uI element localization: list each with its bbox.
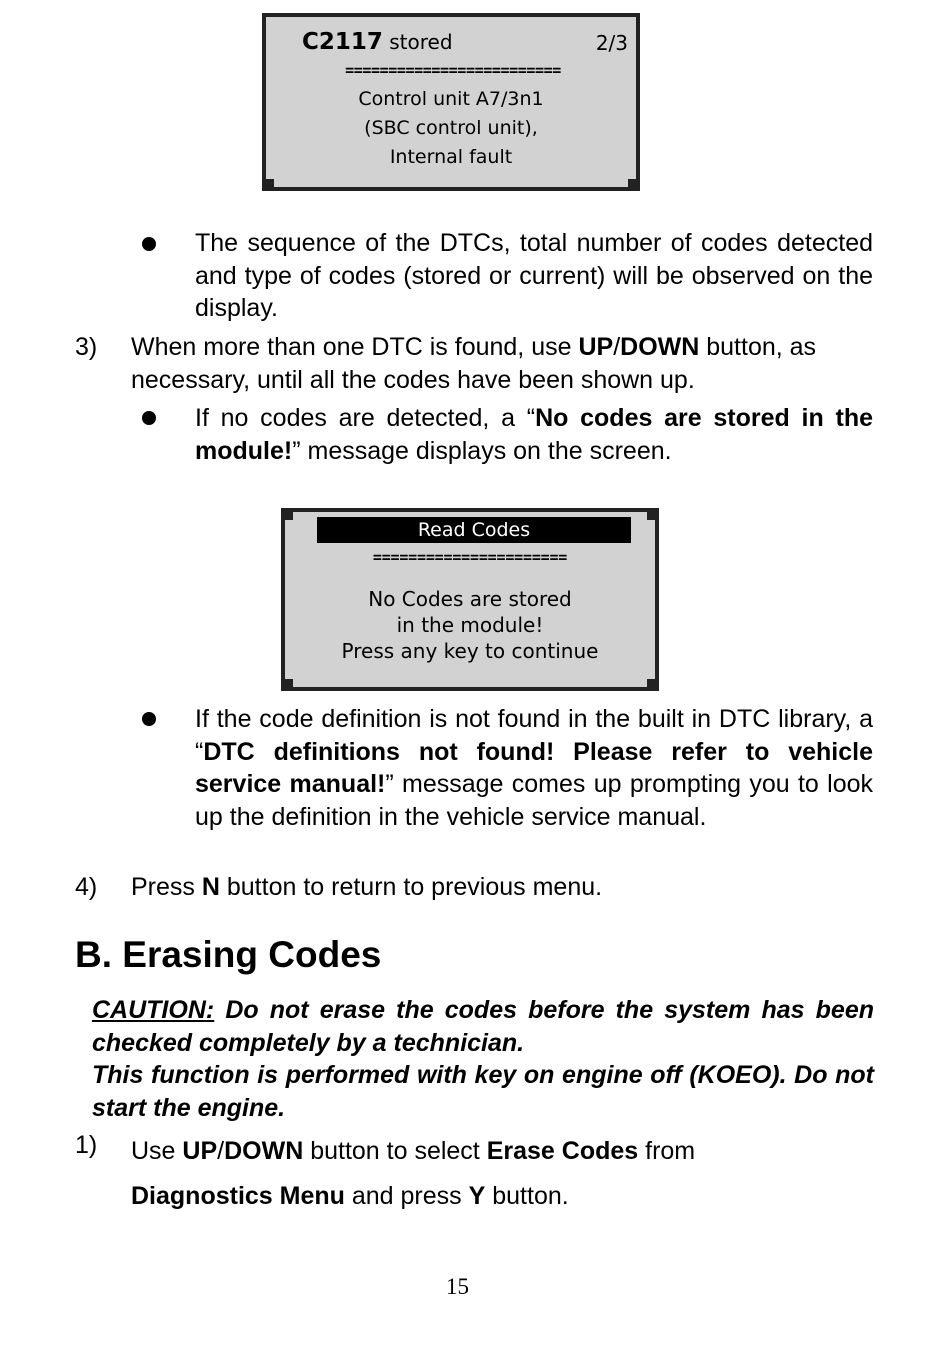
dtc-display-screen bbox=[262, 13, 640, 191]
text-segment: ” message displays on the screen. bbox=[292, 436, 672, 465]
caution-koeo-paragraph: This function is performed with key on engine off (KOEO). Do not start the engine. bbox=[92, 1061, 874, 1122]
caution-label: CAUTION: bbox=[92, 996, 215, 1024]
step-number: 4) bbox=[75, 873, 98, 901]
text-segment: from bbox=[638, 1137, 696, 1165]
page-number: 15 bbox=[446, 1274, 469, 1299]
screen-corner bbox=[281, 679, 293, 691]
text-bold: Erase Codes bbox=[486, 1137, 639, 1165]
screen-title-bar: Read Codes bbox=[317, 517, 631, 543]
text-segment: / bbox=[613, 333, 621, 361]
step-text-press-n bbox=[131, 871, 873, 904]
screen-line: Internal fault bbox=[389, 146, 513, 168]
dtc-code: C2117 bbox=[302, 29, 383, 55]
text-bold: DOWN bbox=[620, 333, 700, 361]
text-segment: button, as necessary, until all the codes have been shown up. bbox=[131, 333, 817, 394]
read-codes-screen bbox=[281, 508, 659, 691]
screen-corner bbox=[281, 508, 293, 520]
screen-corner bbox=[647, 508, 659, 520]
text-bold: Diagnostics Menu bbox=[131, 1182, 345, 1210]
dtc-status: stored bbox=[389, 30, 453, 54]
dtc-page-counter: 2/3 bbox=[595, 31, 628, 55]
step-text-multiple-dtc bbox=[131, 331, 873, 396]
screen-separator: ========================= bbox=[345, 61, 561, 79]
screen-corner bbox=[647, 679, 659, 691]
text-segment: button. bbox=[485, 1182, 569, 1210]
screen-line: No Codes are stored bbox=[368, 587, 572, 611]
text-segment: button to select bbox=[303, 1137, 487, 1165]
bullet-dot bbox=[142, 237, 156, 251]
text-segment: If no codes are detected, a “ bbox=[195, 404, 536, 432]
text-segment: Use bbox=[131, 1137, 183, 1165]
text-bold: DTC definitions not found! Please refer to vehicle service manual! bbox=[195, 737, 873, 798]
text-bold: No codes are stored in the module! bbox=[195, 404, 873, 465]
section-heading: B. Erasing Codes bbox=[75, 934, 382, 975]
screen-body bbox=[266, 85, 636, 172]
screen-line: Control unit A7/3n1 bbox=[358, 88, 544, 110]
step-text-select-erase bbox=[131, 1129, 791, 1219]
screen-separator: ====================== bbox=[372, 548, 568, 566]
bullet-text-no-codes bbox=[195, 402, 873, 467]
step-number: 3) bbox=[75, 333, 98, 361]
text-segment: When more than one DTC is found, use bbox=[131, 333, 579, 361]
caution-paragraph bbox=[92, 994, 874, 1059]
text-segment: ” message comes up prompting you to look up the definition in the vehicle service manual. bbox=[195, 770, 874, 831]
caution-text: Do not erase the codes before the system has been checked completely by a technician. bbox=[92, 996, 874, 1057]
screen-corner bbox=[628, 179, 640, 191]
text-segment: button to return to previous menu. bbox=[219, 873, 603, 901]
bullet-dot bbox=[142, 712, 156, 726]
text-bold: N bbox=[201, 873, 220, 901]
text-segment: If the code definition is not found in the built in DTC library, a “ bbox=[195, 705, 873, 766]
bullet-text-definition-not-found bbox=[195, 703, 873, 833]
screen-line: Press any key to continue bbox=[341, 639, 599, 663]
text-segment: Press bbox=[131, 873, 202, 901]
text-bold: UP bbox=[182, 1137, 218, 1165]
bullet-dot bbox=[142, 411, 156, 425]
text-bold: Y bbox=[468, 1182, 486, 1210]
screen-line: in the module! bbox=[396, 613, 544, 637]
screen-header bbox=[302, 29, 628, 61]
screen-corner bbox=[262, 179, 274, 191]
text-segment: and press bbox=[344, 1182, 469, 1210]
bullet-text-display-info: The sequence of the DTCs, total number of codes detected and type of codes (stored or current) will be observed on the display. bbox=[195, 229, 873, 322]
screen-line: (SBC control unit), bbox=[364, 117, 538, 139]
screen-body bbox=[285, 586, 655, 664]
text-segment: / bbox=[217, 1137, 225, 1165]
text-bold: DOWN bbox=[224, 1137, 304, 1165]
step-number: 1) bbox=[75, 1131, 98, 1159]
text-bold: UP bbox=[578, 333, 614, 361]
